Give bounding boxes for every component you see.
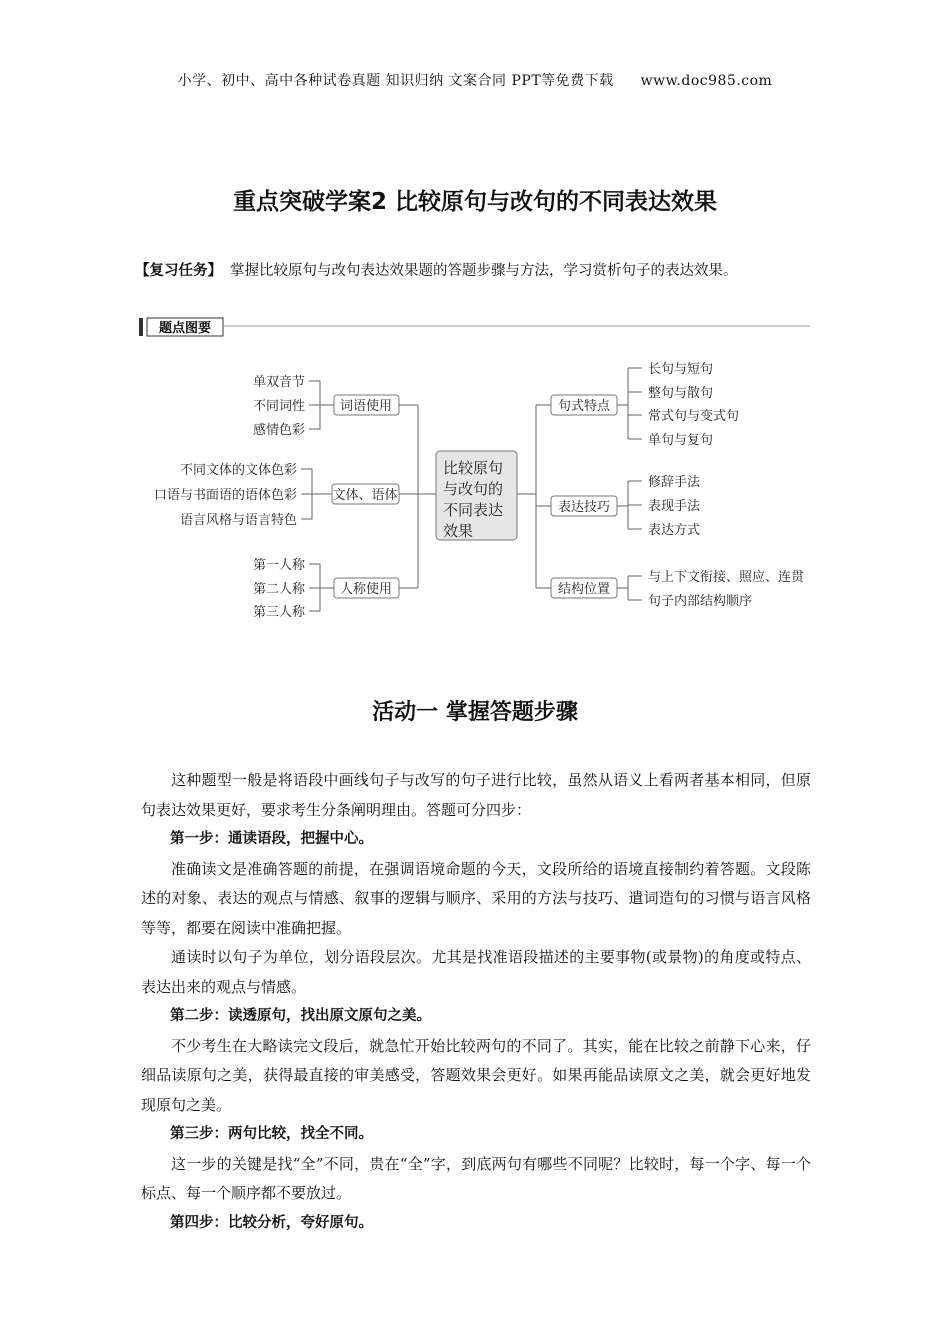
right-group-item: 长句与短句 [648, 362, 714, 377]
paragraph: 通读时以句子为单位，划分语段层次。尤其是找准语段描述的主要事物(或景物)的角度或特点、表达出来的观点与情感。 [141, 948, 811, 996]
page-header [0, 70, 950, 90]
left-group-item: 语言风格与语言特色 [179, 513, 297, 528]
left-group-label: 文体、语体 [332, 488, 398, 503]
review-task-label: 【复习任务】 [135, 263, 222, 279]
right-group-label: 句式特点 [557, 399, 611, 414]
right-group-item: 单句与复句 [648, 433, 714, 448]
right-group-item: 句子内部结构顺序 [648, 594, 753, 609]
right-group-item: 表现手法 [648, 499, 701, 514]
left-group-item: 不同文体的文体色彩 [179, 463, 297, 478]
review-task [135, 259, 738, 280]
left-group-item: 口语与书面语的语体色彩 [153, 488, 297, 503]
page-title: 重点突破学案2 比较原句与改句的不同表达效果 [232, 189, 717, 215]
paragraph: 这一步的关键是找“全”不同，贵在“全”字，到底两句有哪些不同呢？比较时，每一个字、每一个标点、每一个顺序都不要放过。 [141, 1154, 811, 1202]
left-group-item: 第二人称 [252, 582, 305, 597]
paragraph: 不少考生在大略读完文段后，就急忙开始比较两句的不同了。其实，能在比较之前静下心来，仔细品读原句之美，获得最直接的审美感受，答题效果会更好。如果再能品读原文之美，就会更好地发现原句之美。 [141, 1036, 811, 1114]
center-node-line: 不同表达 [443, 501, 504, 519]
right-group-item: 表达方式 [648, 523, 701, 538]
left-group-item: 第一人称 [252, 558, 305, 573]
section-marker [139, 318, 143, 336]
activity-title: 活动一 掌握答题步骤 [372, 700, 578, 725]
right-group-item: 与上下文衔接、照应、连贯 [648, 570, 805, 585]
right-group-item: 整句与散句 [648, 386, 714, 401]
header-site[interactable]: www.doc985.com [640, 73, 773, 89]
right-group-item: 常式句与变式句 [648, 409, 740, 424]
step-heading: 第二步：读透原句，找出原文原句之美。 [170, 1008, 431, 1024]
center-node-line: 与改句的 [443, 480, 504, 498]
right-group-label: 表达技巧 [557, 500, 611, 515]
left-group-label: 人称使用 [339, 582, 393, 597]
step-heading: 第三步：两句比较，找全不同。 [170, 1126, 373, 1142]
review-task-text: 掌握比较原句与改句表达效果题的答题步骤与方法，学习赏析句子的表达效果。 [230, 263, 738, 279]
right-group-label: 结构位置 [557, 582, 611, 597]
section-label: 题点图要 [158, 321, 212, 336]
left-group-label: 词语使用 [339, 399, 393, 414]
left-group-item: 第三人称 [252, 605, 305, 620]
paragraph: 这种题型一般是将语段中画线句子与改写的句子进行比较，虽然从语义上看两者基本相同，但原句表达效果更好，要求考生分条阐明理由。答题可分四步： [141, 771, 811, 819]
paragraph: 准确读文是准确答题的前提，在强调语境命题的今天，文段所给的语境直接制约着答题。文段陈述的对象、表达的观点与情感、叙事的逻辑与顺序、采用的方法与技巧、遣词造句的习惯与语言风格等等，都要在阅读中准确把握。 [141, 859, 811, 937]
topic-mind-map [0, 310, 950, 630]
left-group-item: 单双音节 [252, 375, 305, 390]
activity-body [141, 766, 811, 1238]
step-heading: 第一步：通读语段，把握中心。 [170, 831, 373, 847]
left-group-item: 不同词性 [252, 399, 305, 414]
header-banner: 小学、初中、高中各种试卷真题 知识归纳 文案合同 PPT等免费下载 [177, 73, 614, 89]
step-heading: 第四步：比较分析，夸好原句。 [170, 1214, 373, 1231]
right-group-item: 修辞手法 [648, 475, 701, 490]
center-node-line: 效果 [443, 522, 474, 540]
center-node-line: 比较原句 [443, 459, 504, 477]
left-group-item: 感情色彩 [252, 423, 305, 438]
